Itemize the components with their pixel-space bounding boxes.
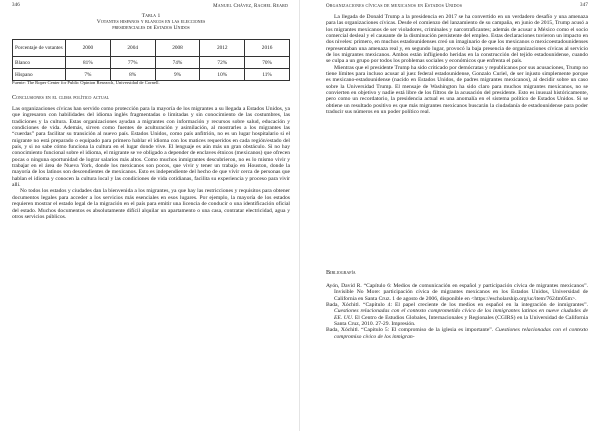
left-body-text: [12, 106, 290, 220]
value-cell: 9%: [155, 69, 200, 81]
bibliography-heading: Bibliografía: [326, 269, 356, 276]
value-cell: 10%: [200, 69, 245, 81]
table-title-line1: Votantes hispanos y blancos en las elecciones: [96, 19, 206, 26]
entry-text-after: El Centro de Estudios Globales, Internacionales y Regionales (CGIRS) en la Universidad de California Santa Cruz, 2010. 27-29. Impresión.: [334, 314, 589, 328]
value-cell: 7%: [66, 69, 111, 81]
left-page-number: 346: [12, 3, 20, 8]
year-cell: 2008: [155, 40, 200, 57]
table-caption: [12, 13, 290, 32]
right-page-number: 347: [580, 3, 588, 8]
entry-text: Bada, Xóchitl. “Capítulo 5: El compromiso de la iglesia es importante”.: [326, 327, 496, 334]
header-label-cell: Porcentaje de votantes: [13, 40, 66, 57]
left-running-head: Manuel Chávez, Rachel Reard: [213, 4, 288, 9]
entry-title: Cuestiones relacionadas con el contexto compromiso cívico de los inmigran-: [334, 327, 588, 340]
table-label: Tabla 1: [141, 13, 161, 19]
value-cell: 77%: [110, 57, 155, 69]
right-body-text: [326, 14, 588, 116]
right-running-head: Organizaciones cívicas de mexicanos en Estados Unidos: [326, 4, 463, 9]
value-cell: 74%: [155, 57, 200, 69]
bibliography-entry: [326, 283, 588, 302]
paragraph: Mientras que el presidente Trump ha sido criticado por demócratas y republicanos por sus acusaciones, Trump no tiene límites para incluso acusar al juez federal estadounidense, Gonzalo Curiel, de ser injusto simplemente porque es mexicano-estadounidense (nacido en Estados Unidos, de padres migrantes mexicanos), al decidir sobre un caso sobre la Universidad Trump. El mensaje de Washington ha sido claro para muchos migrantes mexicanos, no se convierten en objetivo y nadie está libre de los filtros de la acusación del presidente. Esto es inusual históricamente, pero como un recordatorio, la presidencia actual es una anomalía en el sistema político de Estados Unidos. Si se obtiene un resultado positivo es que más migrantes mexicanos buscarán la ciudadanía de estadounidense para poder traducir sus números en un poder político real.: [326, 64, 588, 116]
bibliography-list: [326, 283, 588, 340]
table-header-row: [13, 40, 290, 57]
bibliography-entry: [326, 302, 588, 327]
paragraph: Las organizaciones cívicas han servido como protección para la mayoría de los migrantes a su llegada a Estados Unidos, ya que ingresaron con habilidades del idioma inglés fragmentadas o limitadas y sin conocimiento de las costumbres, las tradiciones y la cultura. Estas organizaciones ayudan a migrantes con información y recursos sobre salud, educación y condiciones de vida. Además, sirven como fuentes de aculturación y asimilación, al mostrarles a los migrantes las “cuerdas” para facilitar su transición al nuevo país. Estados Unidos, como país anfitrión, no es un lugar hospitalario si el migrante no está preparado o equipado para primero hablar el idioma con los matices requeridos en cada región/estado del país, y si no sabe cómo funciona la cultura en el lugar donde vive. El lenguaje es aún más un gran obstáculo. Si no hay conocimiento funcional sobre el idioma, el migrante se ve obligado a depender de enclaves étnicos (mexicanos) que ofrecen pocas o ninguna oportunidad de lograr salarios más altos. Como muchos inmigrantes descubrieron, no es lo mismo vivir y trabajar en el área de Nueva York, donde los mexicanos son pocos, que vivir y tener un trabajo en Houston, donde la mayoría de los latinos son descendientes de mexicanos. Esto es independiente del hecho de que vivir cerca de personas que hablan el idioma y conocen la cultura local y las condiciones de vida cotidianas, facilita su experiencia y proceso para vivir allí.: [12, 106, 290, 189]
entry-text: Ayón, David R. “Capítulo 6: Medios de comunicación en español y participación cívica de migrantes mexicanos”. Invisible No More: participación cívica de migrantes mexicanos en los Estados Unidos, Universidad de California en Santa Cruz. 1 de agosto de 2006, disponible en <https://escholarship.org/uc/item/7624m05m>.: [326, 283, 588, 302]
entry-title: Cuestiones relacionadas con el contexto comprometido cívico de los inmigrantes latinos en nueve ciudades de EE. UU.: [334, 308, 588, 321]
value-cell: 81%: [66, 57, 111, 69]
row-label-cell: Blanco: [13, 57, 66, 69]
paragraph: La llegada de Donald Trump a la presidencia en 2017 se ha convertido en un verdadero desafío y una amenaza para las organizaciones cívicas. Desde el comienzo del lanzamiento de su campaña, en junio de 2015, Trump acusó a los migrantes mexicanos de ser violadores, criminales y narcotraficantes; además de acusar a México como el socio comercial desleal y el causante de la disminución persistente del empleo. Estas declaraciones tuvieron un impacto en dos niveles: primero, en muchos estadounidenses creó un imaginario de que los mexicanos o mexicoestadounidenses representaban una amenaza real y, en segundo lugar, provocó la baja presencia de organizaciones cívicas al servicio de los migrantes mexicanos. Ambos están infligiendo heridas en la construcción del tejido estadounidense, cuando se culpa a un grupo por todos los problemas sociales y económicos que enfrenta el país.: [326, 14, 588, 65]
value-cell: 11%: [245, 69, 290, 81]
section-heading: Conclusiones en el clima político actual: [12, 94, 110, 101]
value-cell: 72%: [200, 57, 245, 69]
bibliography-entry: [326, 327, 588, 340]
year-cell: 2000: [66, 40, 111, 57]
table-title-line2: presidenciales de Estados Unidos: [112, 25, 190, 32]
table-row: [13, 57, 290, 69]
year-cell: 2016: [245, 40, 290, 57]
table-source: Fuente: The Roper Center for Public Opinion Research, Universidad de Cornell.: [12, 80, 160, 85]
year-cell: 2004: [110, 40, 155, 57]
year-cell: 2012: [200, 40, 245, 57]
value-cell: 70%: [245, 57, 290, 69]
table-row: [13, 69, 290, 81]
row-label-cell: Hispano: [13, 69, 66, 81]
value-cell: 8%: [110, 69, 155, 81]
voters-table: [12, 39, 290, 81]
entry-text: Bada, Xóchitl. “Capítulo 4: El papel creciente de los medios en español en la integración de inmigrantes”.: [326, 302, 588, 309]
paragraph: No todos los estados y ciudades dan la bienvenida a los migrantes, ya que hay las restricciones y requisitos para obtener documentos legales para acceder a los servicios más esenciales en esos lugares. Por ejemplo, la mayoría de los estados requieren mostrar el estado legal de la migración en el país para emitir una licencia de conducir o una identificación oficial del estado. Muchos documentos es absolutamente difícil alquilar un apartamento o una casa, contratar electricidad, agua y otros servicios públicos.: [12, 188, 290, 220]
